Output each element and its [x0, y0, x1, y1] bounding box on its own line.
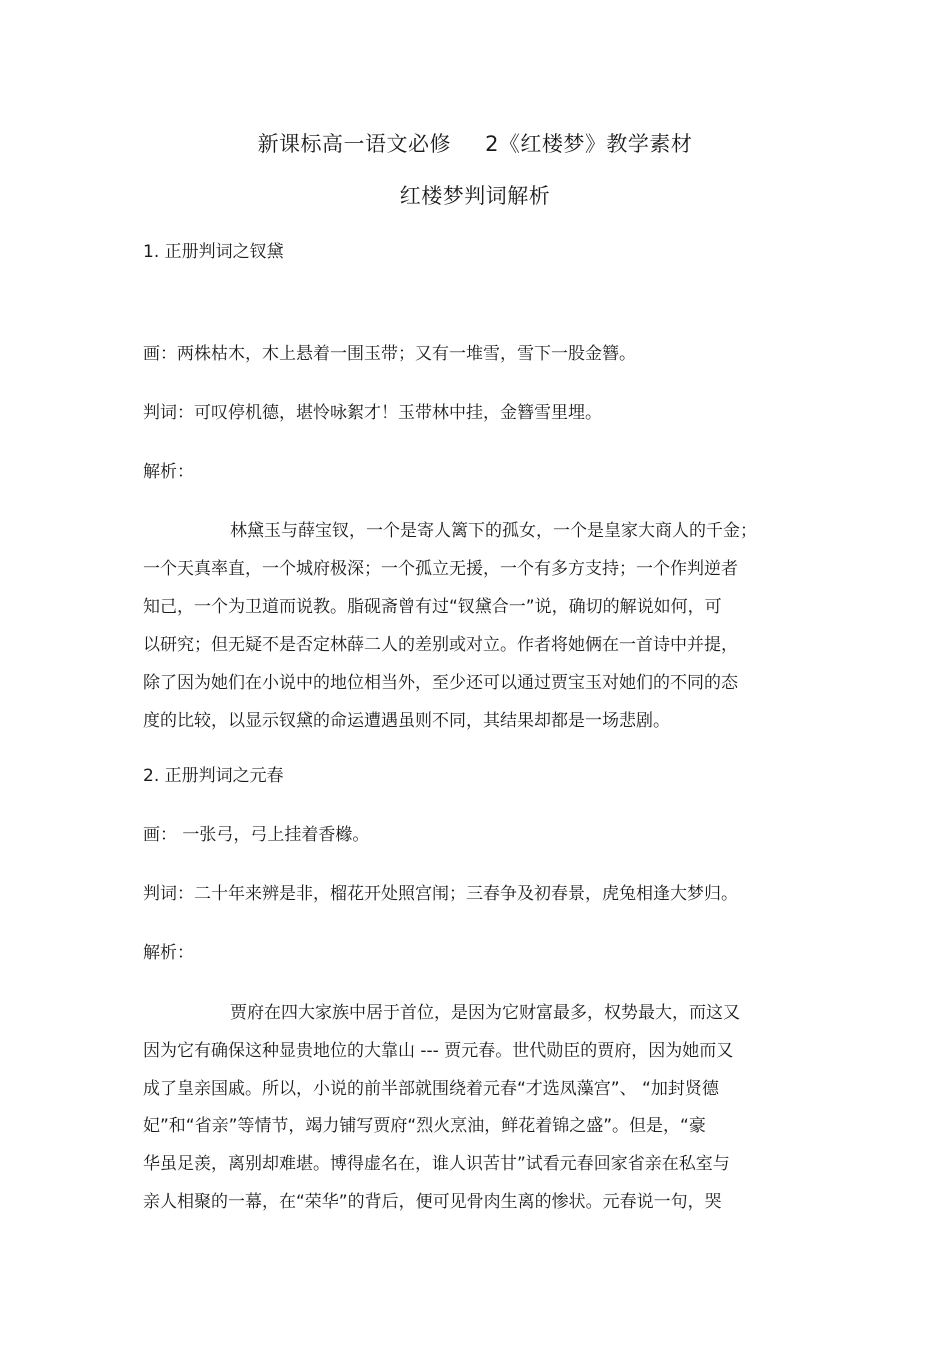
section-1-analysis-line: 一个天真率直，一个城府极深；一个孤立无援，一个有多方支持；一个作判逆者 — [143, 559, 738, 579]
title-part-a: 新课标高一语文必修 — [257, 132, 452, 156]
section-1-analysis-line: 林黛玉与薛宝钗，一个是寄人篱下的孤女，一个是皇家大商人的千金； — [230, 521, 757, 541]
document-title — [0, 128, 950, 158]
title-part-b: 2《红楼梦》教学素材 — [485, 132, 693, 156]
section-2-analysis-line: 亲人相聚的一幕，在“荣华”的背后，便可见骨肉生离的惨状。元春说一句，哭 — [143, 1192, 722, 1212]
section-1-analysis-line: 除了因为她们在小说中的地位相当外，至少还可以通过贾宝玉对她们的不同的态 — [143, 673, 738, 693]
section-2-analysis-line: 因为它有确保这种显贵地位的大靠山 --- 贾元春。世代勋臣的贾府，因为她而又 — [143, 1041, 734, 1061]
section-2-analysis-label: 解析： — [143, 943, 194, 963]
section-2-analysis-line: 贾府在四大家族中居于首位，是因为它财富最多，权势最大，而这又 — [230, 1003, 740, 1023]
section-1-analysis-line: 以研究；但无疑不是否定林薛二人的差别或对立。作者将她俩在一首诗中并提， — [143, 635, 738, 655]
document-subtitle: 红楼梦判词解析 — [399, 184, 551, 208]
section-1-analysis-label: 解析： — [143, 462, 194, 482]
section-1-heading: 1. 正册判词之钗黛 — [143, 242, 284, 262]
section-2-picture: 画： 一张弓，弓上挂着香橼。 — [143, 825, 370, 845]
section-2-analysis-line: 成了皇亲国戚。所以，小说的前半部就围绕着元春“才选凤藻宫”、 “加封贤德 — [143, 1079, 719, 1099]
section-2-heading: 2. 正册判词之元春 — [143, 766, 284, 786]
section-2-verdict: 判词：二十年来辨是非，榴花开处照宫闱；三春争及初春景，虎兔相逢大梦归。 — [143, 884, 738, 904]
section-1-verdict: 判词：可叹停机德，堪怜咏絮才！玉带林中挂，金簪雪里埋。 — [143, 403, 602, 423]
section-1-analysis-line: 度的比较，以显示钗黛的命运遭遇虽则不同，其结果却都是一场悲剧。 — [143, 711, 670, 731]
section-2-analysis-line: 华虽足羡，离别却难堪。博得虚名在，谁人识苦甘”试看元春回家省亲在私室与 — [143, 1154, 730, 1174]
section-2-analysis-line: 妃”和“省亲”等情节，竭力铺写贾府“烈火烹油，鲜花着锦之盛”。但是，“豪 — [143, 1116, 706, 1136]
section-1-analysis-line: 知己，一个为卫道而说教。脂砚斋曾有过“钗黛合一”说，确切的解说如何，可 — [143, 597, 722, 617]
section-1-picture: 画：两株枯木，木上悬着一围玉带；又有一堆雪，雪下一股金簪。 — [143, 344, 636, 364]
